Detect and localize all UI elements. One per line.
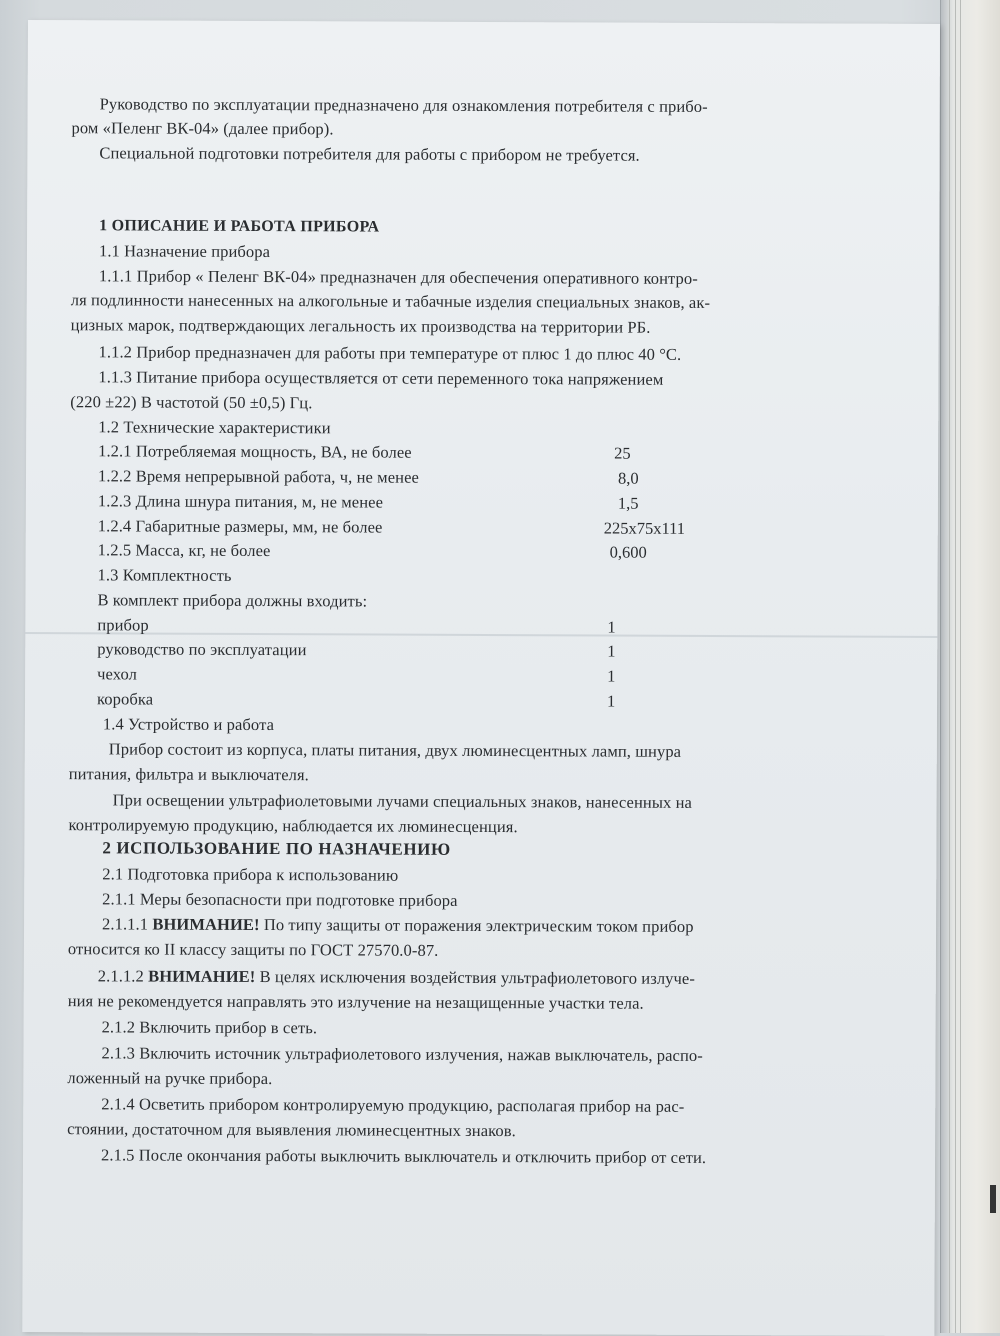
kit-item: руководство по эксплуатации xyxy=(97,639,307,660)
paragraph-line: питания, фильтра и выключателя. xyxy=(68,764,309,785)
paragraph-line: ния не рекомендуется направлять это излучение на незащищенные участки тела. xyxy=(67,991,644,1013)
spec-label: 1.2.3 Длина шнура питания, м, не менее xyxy=(97,491,384,512)
clause-number: 2.1.1.1 xyxy=(102,914,149,934)
paragraph-line: 2.1.3 Включить источник ультрафиолетового излучения, нажав выключатель, распо- xyxy=(101,1043,703,1065)
spec-value: 225х75х111 xyxy=(603,518,686,538)
paragraph-line: цизных марок, подтверждающих легальность их производства на территории РБ. xyxy=(70,315,651,337)
paragraph-line: 1.1.1 Прибор « Пеленг ВК-04» предназначен для обеспечения оперативного контро- xyxy=(98,266,698,288)
paragraph-line: 2.1.2 Включить прибор в сеть. xyxy=(101,1017,318,1038)
section-2-heading: 2 ИСПОЛЬЗОВАНИЕ ПО НАЗНАЧЕНИЮ xyxy=(102,838,451,859)
spec-value: 8,0 xyxy=(617,468,639,488)
paragraph-line: 2.1.5 После окончания работы выключить выключатель и отключить прибор от сети. xyxy=(101,1145,707,1167)
paragraph-line: ля подлинности нанесенных на алкогольные и табачные изделия специальных знаков, ак- xyxy=(70,290,711,312)
kit-item: коробка xyxy=(96,689,154,709)
spec-label: 1.2.4 Габаритные размеры, мм, не более xyxy=(97,516,383,537)
paragraph-line: В комплект прибора должны входить: xyxy=(97,590,368,611)
spec-value: 25 xyxy=(614,443,631,463)
paragraph-line: 2.1.4 Осветить прибором контролируемую продукцию, располагая прибор на рас- xyxy=(101,1094,685,1116)
spec-label: 1.2.5 Масса, кг, не более xyxy=(97,540,271,561)
subsection-title: 1.1 Назначение прибора xyxy=(98,241,271,262)
clause-text: В целях исключения воздействия ультрафиолетового излуче- xyxy=(259,967,696,988)
clause-text: По типу защиты от поражения электрическим током прибор xyxy=(263,915,694,936)
kit-item: чехол xyxy=(97,664,137,684)
section-1-heading: 1 ОПИСАНИЕ И РАБОТА ПРИБОРА xyxy=(99,217,380,236)
spec-label: 1.2.2 Время непрерывной работа, ч, не менее xyxy=(97,466,419,487)
adjacent-booklet-edge xyxy=(940,0,1000,1333)
paragraph-line: 1.1.3 Питание прибора осуществляется от сети переменного тока напряжением xyxy=(98,367,664,389)
document-sheet xyxy=(22,20,940,1336)
subsection-title: 1.4 Устройство и работа xyxy=(102,714,275,735)
spec-label: 1.2.1 Потребляемая мощность, ВА, не более xyxy=(98,441,412,462)
kit-item: прибор xyxy=(97,615,149,635)
paragraph-line: стоянии, достаточном для выявления люминесцентных знаков. xyxy=(67,1119,516,1141)
warning-label: ВНИМАНИЕ! xyxy=(148,966,256,987)
intro-line: Руководство по эксплуатации предназначено для ознакомления потребителя с прибо- xyxy=(99,94,708,116)
spec-value: 0,600 xyxy=(609,542,647,562)
warning-label: ВНИМАНИЕ! xyxy=(152,914,260,935)
clause-number: 2.1.1.2 xyxy=(97,966,144,986)
intro-line: Специальной подготовки потребителя для работы с прибором не требуется. xyxy=(99,143,640,165)
subsection-title: 2.1.1 Меры безопасности при подготовке прибора xyxy=(102,889,458,910)
booklet-mark xyxy=(990,1185,996,1213)
paragraph-line: (220 ±22) В частотой (50 ±0,5) Гц. xyxy=(70,392,313,413)
intro-line: ром «Пеленг ВК-04» (далее прибор). xyxy=(71,118,334,139)
kit-qty: 1 xyxy=(607,641,616,661)
subsection-title: 2.1 Подготовка прибора к использованию xyxy=(102,864,399,885)
kit-qty: 1 xyxy=(607,617,616,637)
paragraph-line: относится ко II классу защиты по ГОСТ 27570.0-87. xyxy=(67,939,439,960)
paragraph-line xyxy=(102,912,694,939)
paragraph-line: Прибор состоит из корпуса, платы питания, двух люминесцентных ламп, шнура xyxy=(108,739,682,761)
spec-value: 1,5 xyxy=(617,493,639,513)
subsection-title: 1.2 Технические характеристики xyxy=(98,417,331,438)
subsection-title: 1.3 Комплектность xyxy=(97,565,232,585)
paragraph-line xyxy=(98,964,695,991)
paragraph-line: 1.1.2 Прибор предназначен для работы при температуре от плюс 1 до плюс 40 °С. xyxy=(98,342,682,364)
paragraph-line: ложенный на ручке прибора. xyxy=(67,1068,273,1089)
paragraph-line: При освещении ультрафиолетовыми лучами специальных знаков, нанесенных на xyxy=(112,790,693,812)
kit-qty: 1 xyxy=(607,666,616,686)
paragraph-line: контролируемую продукцию, наблюдается их люминесценция. xyxy=(68,815,518,837)
kit-qty: 1 xyxy=(606,691,616,711)
